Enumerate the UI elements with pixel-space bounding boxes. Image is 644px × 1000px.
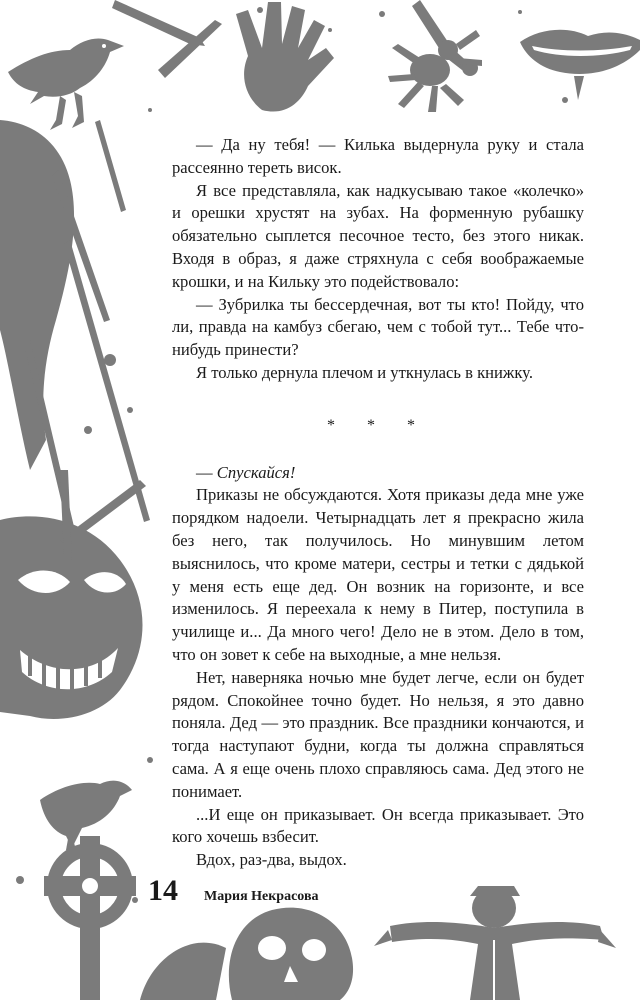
paragraph: Я все представляла, как надкусываю такое «колечко» и орешки хрустят на зубах. На форменную рубашку обязательно сыплется песочное тесто, без этого никак. Входя в образ, я даже стряхнула с себя воображаемые крошки, и на Кильку это подействовало: bbox=[172, 180, 584, 291]
page-number: 14 bbox=[148, 874, 178, 907]
dialogue-paragraph bbox=[172, 462, 584, 485]
paragraph: Нет, наверняка ночью мне будет легче, если он будет рядом. Спокойнее точно будет. Но нельзя, я это давно поняла. Дед — это праздник. Все праздники кончаются, и тогда наступают будни, когда ты должна справляться сама. А я еще очень плохо справляюсь сама. Дед этого не понимает. bbox=[172, 667, 584, 801]
raven-icon bbox=[8, 38, 124, 130]
ink-splatter bbox=[112, 0, 568, 112]
celtic-cross-icon bbox=[44, 836, 136, 1000]
paragraph: Я только дернула плечом и уткнулась в книжку. bbox=[196, 362, 533, 382]
scene-break-asterisks: * * * bbox=[327, 416, 429, 434]
paragraph: Вдох, раз-два, выдох. bbox=[196, 850, 347, 870]
dialogue-italic-text: Спускайся! bbox=[216, 462, 296, 482]
paragraph: ...И еще он приказывает. Он всегда приказывает. Это кого хочешь взбесит. bbox=[172, 804, 584, 847]
paragraph: — Зубрилка ты бессердечная, вот ты кто! Пойду, что ли, правда на камбуз сбегаю, чем с тобой тут... Тебе что-нибудь принести? bbox=[172, 294, 584, 360]
author-name: Мария Некрасова bbox=[204, 889, 319, 904]
scarecrow-icon bbox=[374, 886, 616, 1000]
paragraph: — Да ну тебя! — Килька выдернула руку и стала рассеянно тереть висок. bbox=[172, 135, 584, 177]
hand-print-icon bbox=[236, 2, 334, 112]
paragraph: Приказы не обсуждаются. Хотя приказы деда мне уже порядком надоели. Четырнадцать лет я прекрасно жила без него, так получилось. Но минувшим летом выяснилось, что кроме матери, сестры и тетки с дядькой у меня есть еще дед. Он возник на горизонте, и все изменилось. Я переехала к нему в Питер, поступила в училище и... Да много чего! Дело не в этом. Дело в том, что он зовет к себе на выходные, а мне нельзя. bbox=[172, 485, 584, 664]
skull-mask-icon bbox=[0, 470, 146, 719]
dialogue-dash: — bbox=[196, 462, 217, 482]
book-page-text bbox=[172, 134, 584, 872]
lips-icon bbox=[520, 30, 640, 100]
page-footer bbox=[148, 874, 319, 908]
skull-icon bbox=[140, 908, 353, 1000]
